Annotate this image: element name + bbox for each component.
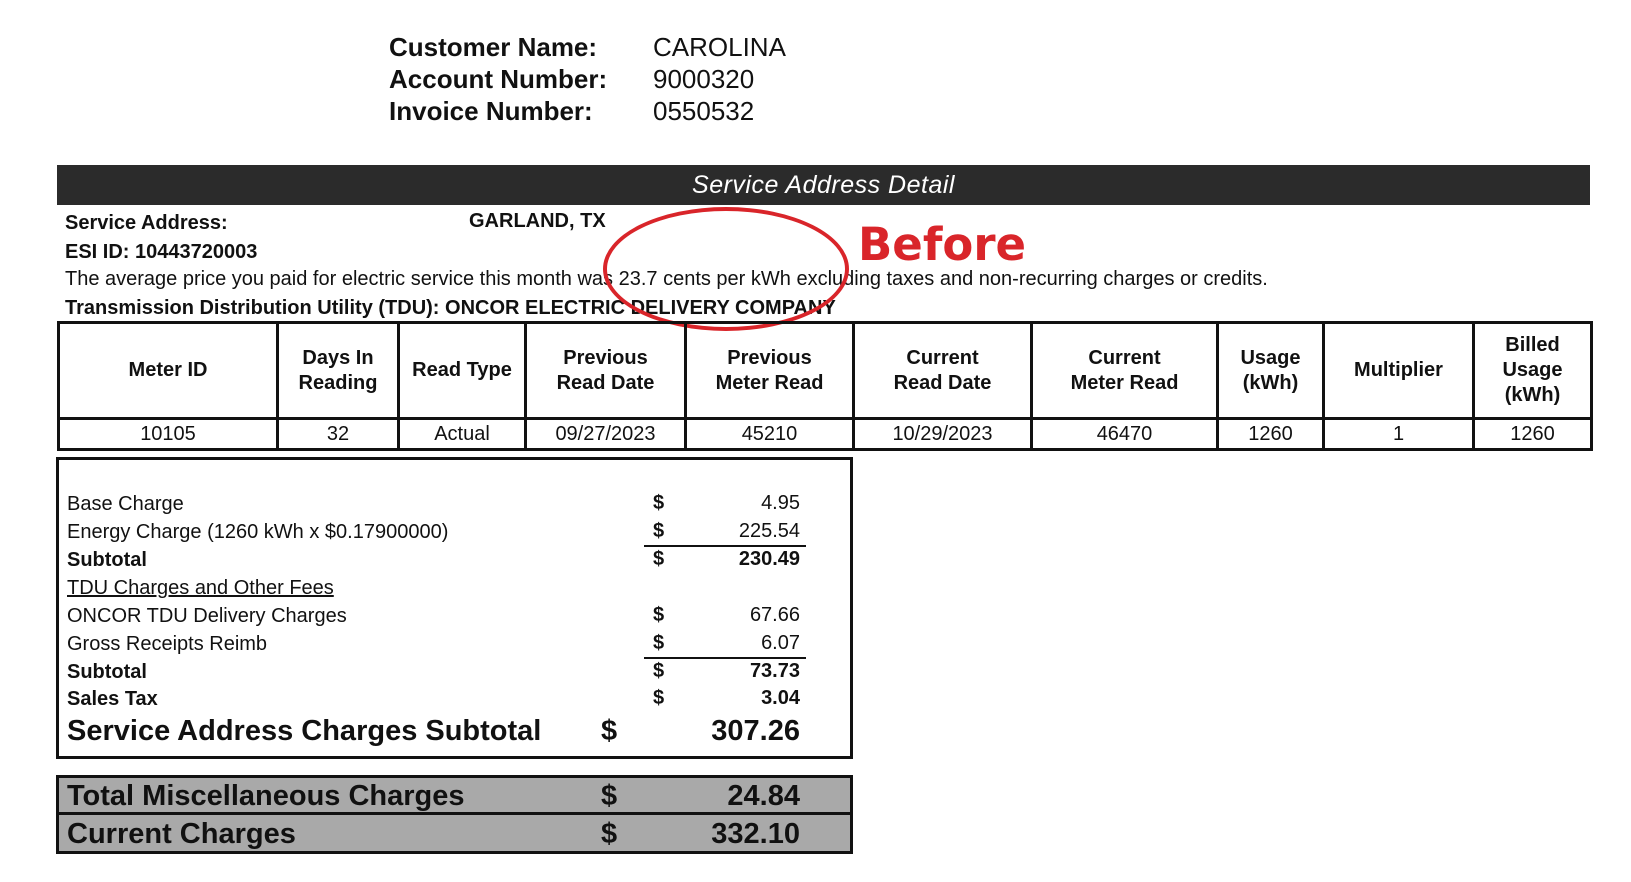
cell-billed: 1260 bbox=[1474, 419, 1592, 450]
col-current-meter-read bbox=[1032, 323, 1218, 419]
gross-receipts-amount: 6.07 bbox=[761, 632, 800, 654]
account-number-label: Account Number: bbox=[389, 64, 608, 94]
subtotal-2-label: Subtotal bbox=[67, 661, 147, 683]
current-charges-currency: $ bbox=[601, 818, 618, 850]
energy-charge-label: Energy Charge (1260 kWh x $0.17900000) bbox=[67, 521, 449, 543]
service-address-value: GARLAND, TX bbox=[469, 210, 606, 232]
col-billed-line1: Billed bbox=[1505, 334, 1560, 356]
gross-receipts-label: Gross Receipts Reimb bbox=[67, 633, 268, 655]
average-price-text: The average price you paid for electric service this month was 23.7 cents per kWh excluding taxes and non-recurring charges or credits. bbox=[65, 268, 1268, 290]
account-number-value: 9000320 bbox=[653, 64, 755, 94]
energy-charge-currency: $ bbox=[653, 520, 665, 542]
col-days-line1: Days In bbox=[302, 346, 374, 369]
col-multiplier bbox=[1324, 323, 1474, 419]
total-misc-charges-currency: $ bbox=[601, 780, 618, 812]
banner-title: Service Address Detail bbox=[692, 171, 955, 199]
col-read-type-label: Read Type bbox=[412, 359, 512, 381]
col-curr-read-line1: Current bbox=[1088, 346, 1161, 369]
col-meter-id bbox=[59, 323, 278, 419]
subtotal-1-label: Subtotal bbox=[67, 549, 147, 571]
col-curr-date-line1: Current bbox=[906, 346, 979, 369]
col-billed-line3: (kWh) bbox=[1504, 384, 1561, 406]
total-misc-charges-box bbox=[56, 775, 853, 815]
subtotal-1-amount: 230.49 bbox=[738, 548, 800, 570]
service-subtotal-currency: $ bbox=[601, 715, 618, 747]
col-prev-date-line1: Previous bbox=[563, 346, 648, 369]
total-misc-charges-amount: 24.84 bbox=[727, 780, 800, 812]
service-subtotal-amount: 307.26 bbox=[711, 715, 800, 747]
cell-usage: 1260 bbox=[1218, 419, 1324, 450]
base-charge-amount: 4.95 bbox=[761, 492, 800, 514]
col-usage-line1: Usage bbox=[1240, 346, 1301, 369]
subtotal-1-currency: $ bbox=[653, 548, 665, 570]
subtotal-2-currency: $ bbox=[653, 660, 665, 682]
col-usage bbox=[1218, 323, 1324, 419]
invoice-number-label: Invoice Number: bbox=[389, 96, 593, 126]
table-row bbox=[59, 419, 1592, 450]
col-prev-read-line1: Previous bbox=[727, 346, 812, 369]
cell-meter-id: 10105 bbox=[59, 419, 278, 450]
current-charges-box bbox=[56, 812, 853, 854]
col-read-type bbox=[399, 323, 526, 419]
subtotal-rule-2 bbox=[644, 657, 806, 659]
customer-name-value: CAROLINA bbox=[653, 32, 786, 62]
base-charge-currency: $ bbox=[653, 492, 665, 514]
cell-prev-read: 45210 bbox=[686, 419, 854, 450]
col-curr-date-line2: Read Date bbox=[893, 371, 992, 394]
cell-prev-date: 09/27/2023 bbox=[526, 419, 686, 450]
sales-tax-amount: 3.04 bbox=[761, 687, 800, 709]
current-charges-label: Current Charges bbox=[67, 818, 296, 850]
col-previous-read-date bbox=[526, 323, 686, 419]
col-curr-read-line2: Meter Read bbox=[1070, 371, 1179, 394]
col-days-line2: Reading bbox=[298, 371, 378, 394]
cell-days: 32 bbox=[278, 419, 399, 450]
oncor-charges-amount: 67.66 bbox=[749, 604, 800, 626]
cell-read-type: Actual bbox=[399, 419, 526, 450]
esi-id: ESI ID: 10443720003 bbox=[65, 241, 258, 263]
cell-curr-date: 10/29/2023 bbox=[854, 419, 1032, 450]
oncor-charges-currency: $ bbox=[653, 604, 665, 626]
tdu-text: Transmission Distribution Utility (TDU): ONCOR ELECTRIC DELIVERY COMPANY bbox=[65, 297, 836, 319]
oncor-charges-label: ONCOR TDU Delivery Charges bbox=[67, 605, 347, 627]
sales-tax-label: Sales Tax bbox=[67, 688, 158, 710]
tdu-charges-heading: TDU Charges and Other Fees bbox=[67, 577, 334, 599]
energy-charge-amount: 225.54 bbox=[738, 520, 800, 542]
subtotal-rule-1 bbox=[644, 545, 806, 547]
col-prev-date-line2: Read Date bbox=[556, 371, 655, 394]
customer-name-label: Customer Name: bbox=[389, 32, 598, 62]
total-misc-charges-label: Total Miscellaneous Charges bbox=[67, 780, 465, 812]
col-meter-id-label: Meter ID bbox=[128, 359, 208, 381]
service-address-label: Service Address: bbox=[65, 212, 228, 234]
col-multiplier-label: Multiplier bbox=[1354, 359, 1443, 381]
base-charge-label: Base Charge bbox=[67, 493, 184, 515]
annotation-circle bbox=[603, 207, 849, 331]
annotation-before-label: Before bbox=[858, 218, 1027, 271]
subtotal-2-amount: 73.73 bbox=[749, 660, 800, 682]
service-subtotal-label: Service Address Charges Subtotal bbox=[67, 715, 542, 747]
current-charges-amount: 332.10 bbox=[711, 818, 800, 850]
col-usage-line2: (kWh) bbox=[1242, 371, 1299, 394]
sales-tax-currency: $ bbox=[653, 687, 665, 709]
service-address-banner bbox=[57, 165, 1590, 205]
gross-receipts-currency: $ bbox=[653, 632, 665, 654]
meter-table bbox=[57, 321, 1593, 451]
col-billed-line2: Usage bbox=[1502, 359, 1563, 381]
meter-table-header-row bbox=[59, 323, 1592, 419]
cell-curr-read: 46470 bbox=[1032, 419, 1218, 450]
col-days-in-reading bbox=[278, 323, 399, 419]
col-billed-usage bbox=[1474, 323, 1592, 419]
col-current-read-date bbox=[854, 323, 1032, 419]
charges-box bbox=[56, 457, 853, 759]
col-prev-read-line2: Meter Read bbox=[715, 371, 824, 394]
cell-multiplier: 1 bbox=[1324, 419, 1474, 450]
invoice-number-value: 0550532 bbox=[653, 96, 755, 126]
col-previous-meter-read bbox=[686, 323, 854, 419]
